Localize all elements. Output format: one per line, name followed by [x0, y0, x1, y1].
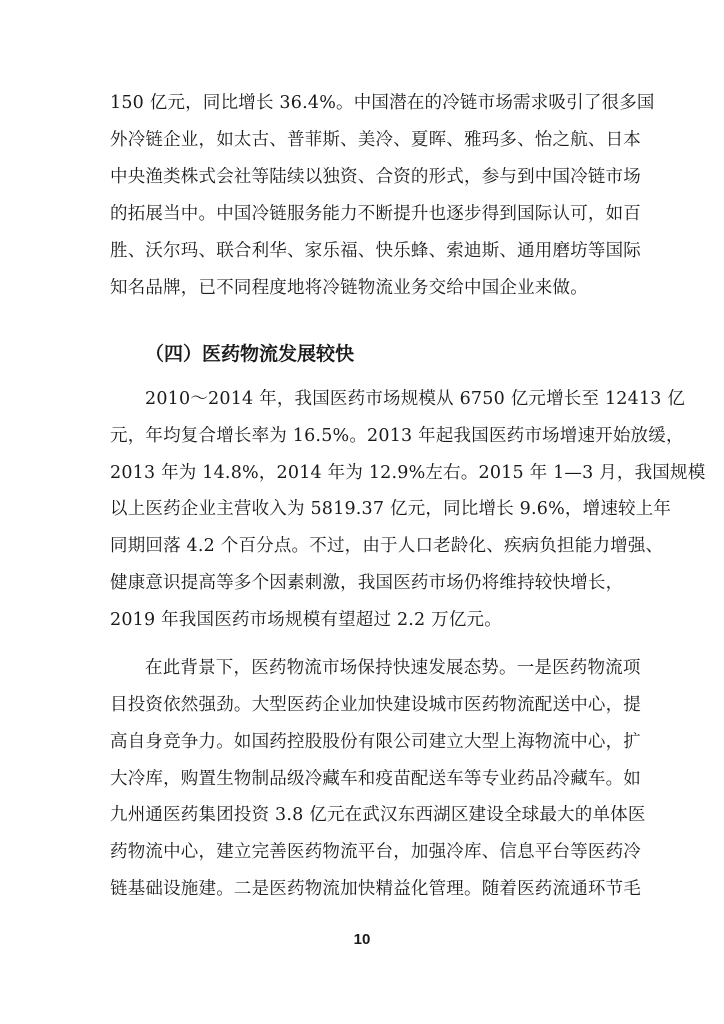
para2-line: 健康意识提高等多个因素刺激，我国医药市场仍将维持较快增长，: [110, 573, 624, 593]
para1-line: 知名品牌，已不同程度地将冷链物流业务交给中国企业来做。: [110, 278, 588, 298]
para3-line: 药物流中心，建立完善医药物流平台，加强冷库、信息平台等医药冷: [110, 842, 641, 862]
para2-line: 元，年均复合增长率为 16.5%。2013 年起我国医药市场增速开始放缓，: [110, 426, 684, 446]
para2-line: 同期回落 4.2 个百分点。不过，由于人口老龄化、疾病负担能力增强、: [110, 536, 664, 556]
para1-line: 外冷链企业，如太古、普菲斯、美冷、夏晖、雅玛多、怡之航、日本: [110, 130, 641, 150]
para2-line: 2013 年为 14.8%，2014 年为 12.9%左右。2015 年 1—3 月，我国规模: [110, 463, 706, 483]
para3-line: 高自身竞争力。如国药控股股份有限公司建立大型上海物流中心，扩: [110, 732, 641, 752]
para3-line: 九州通医药集团投资 3.8 亿元在武汉东西湖区建设全球最大的单体医: [110, 805, 646, 825]
para1-line: 胜、沃尔玛、联合利华、家乐福、快乐蜂、索迪斯、通用磨坊等国际: [110, 241, 641, 261]
page-number: 10: [353, 931, 371, 948]
para3-line: 在此背景下，医药物流市场保持快速发展态势。一是医药物流项: [145, 658, 641, 678]
para1-line: 中央渔类株式会社等陆续以独资、合资的形式，参与到中国冷链市场: [110, 167, 641, 187]
para3-line: 链基础设施建。二是医药物流加快精益化管理。随着医药流通环节毛: [110, 879, 641, 899]
para1-line: 150 亿元，同比增长 36.4%。中国潜在的冷链市场需求吸引了很多国: [110, 93, 655, 113]
para2-line: 2010～2014 年，我国医药市场规模从 6750 亿元增长至 12413 亿: [145, 389, 686, 409]
para3-line: 目投资依然强劲。大型医药企业加快建设城市医药物流配送中心，提: [110, 695, 641, 715]
para2-line: 2019 年我国医药市场规模有望超过 2.2 万亿元。: [110, 610, 502, 630]
para2-line: 以上医药企业主营收入为 5819.37 亿元，同比增长 9.6%，增速较上年: [110, 499, 672, 519]
para1-line: 的拓展当中。中国冷链服务能力不断提升也逐步得到国际认可，如百: [110, 204, 641, 224]
section-heading: （四）医药物流发展较快: [145, 343, 355, 365]
para3-line: 大冷库，购置生物制品级冷藏车和疫苗配送车等专业药品冷藏车。如: [110, 769, 641, 789]
